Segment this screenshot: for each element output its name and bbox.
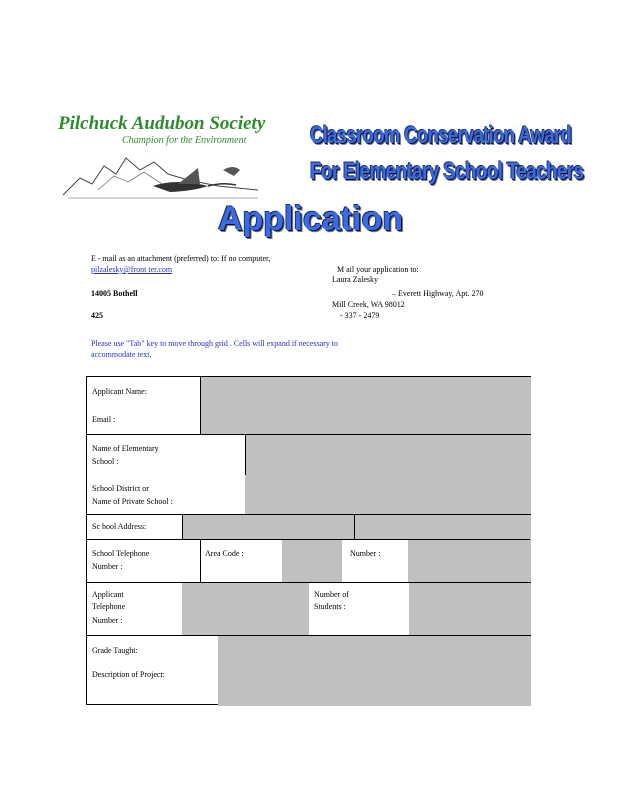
school-phone-label-line2: Number :: [92, 562, 123, 571]
divider: [200, 540, 201, 582]
tab-instruction-line2: accommodate text.: [91, 350, 152, 359]
school-area-code-field[interactable]: [282, 540, 342, 582]
org-tagline: Champion for the Environment: [122, 135, 247, 146]
applicant-phone-row: [87, 582, 530, 635]
school-address-row: [87, 514, 530, 540]
students-label-line2: Students :: [314, 602, 346, 611]
area-code-label: Area Code :: [205, 549, 244, 558]
mail-city: Mill Creek, WA 98012: [332, 300, 405, 309]
applicant-name-label: Applicant Name:: [92, 387, 147, 396]
mail-phone: - 337 - 2479: [340, 311, 380, 320]
school-name-label-line1: Name of Elementary: [92, 444, 159, 453]
school-district-label-line2: Name of Private School :: [92, 497, 173, 506]
divider: [245, 435, 246, 475]
area-code-text: 425: [91, 311, 103, 320]
applicant-phone-field[interactable]: [182, 583, 309, 635]
logo-mountain-bird-image: [58, 140, 273, 202]
divider: [354, 515, 355, 540]
award-title-line1: Classroom Conservation Award: [310, 122, 572, 149]
school-phone-row: [87, 539, 530, 582]
number-label: Number :: [350, 549, 381, 558]
page-title: Application: [218, 200, 404, 238]
applicant-phone-label-line3: Number :: [92, 616, 123, 625]
email-label: Email :: [92, 415, 116, 424]
project-row: [87, 635, 530, 706]
street-address: 14005 Bothell: [91, 289, 138, 298]
school-address-field-2[interactable]: [355, 515, 531, 540]
applicant-phone-label-line2: Telephone: [92, 602, 126, 611]
tab-instruction-line1: Please use "Tab" key to move through grid . Cells will expand if necessary to: [91, 339, 339, 348]
school-phone-label-line1: School Telephone: [92, 549, 150, 558]
school-name-field[interactable]: [245, 435, 531, 514]
school-district-label-line1: School District or: [92, 484, 149, 493]
school-number-field[interactable]: [408, 540, 531, 582]
school-address-label: Sc hool Address:: [92, 522, 147, 531]
award-title-line2: For Elementary School Teachers: [310, 158, 584, 185]
divider: [200, 377, 201, 434]
org-name: Pilchuck Audubon Society: [58, 113, 266, 134]
school-address-field-1[interactable]: [182, 515, 354, 540]
email-address-link[interactable]: pilzalesky@front ter.com: [91, 265, 173, 274]
applicant-phone-label-line1: Applicant: [92, 590, 124, 599]
school-row: [87, 434, 530, 514]
students-label-line1: Number of: [314, 590, 349, 599]
students-count-field[interactable]: [409, 583, 531, 635]
mail-intro: M ail your application to:: [337, 265, 419, 274]
project-description-field[interactable]: [218, 636, 531, 706]
school-name-label-line2: School :: [92, 457, 119, 466]
grade-taught-label: Grade Taught:: [92, 646, 138, 655]
divider: [182, 515, 183, 540]
applicant-name-field[interactable]: [200, 377, 531, 434]
mail-recipient: Laura Zalesky: [332, 275, 378, 284]
application-form: [86, 376, 531, 705]
project-description-label: Description of Project:: [92, 670, 165, 679]
mail-street: – Everett Highway, Apt. 270: [392, 289, 484, 298]
email-instruction: E - mail as an attachment (preferred) to: If no computer,: [91, 254, 271, 263]
